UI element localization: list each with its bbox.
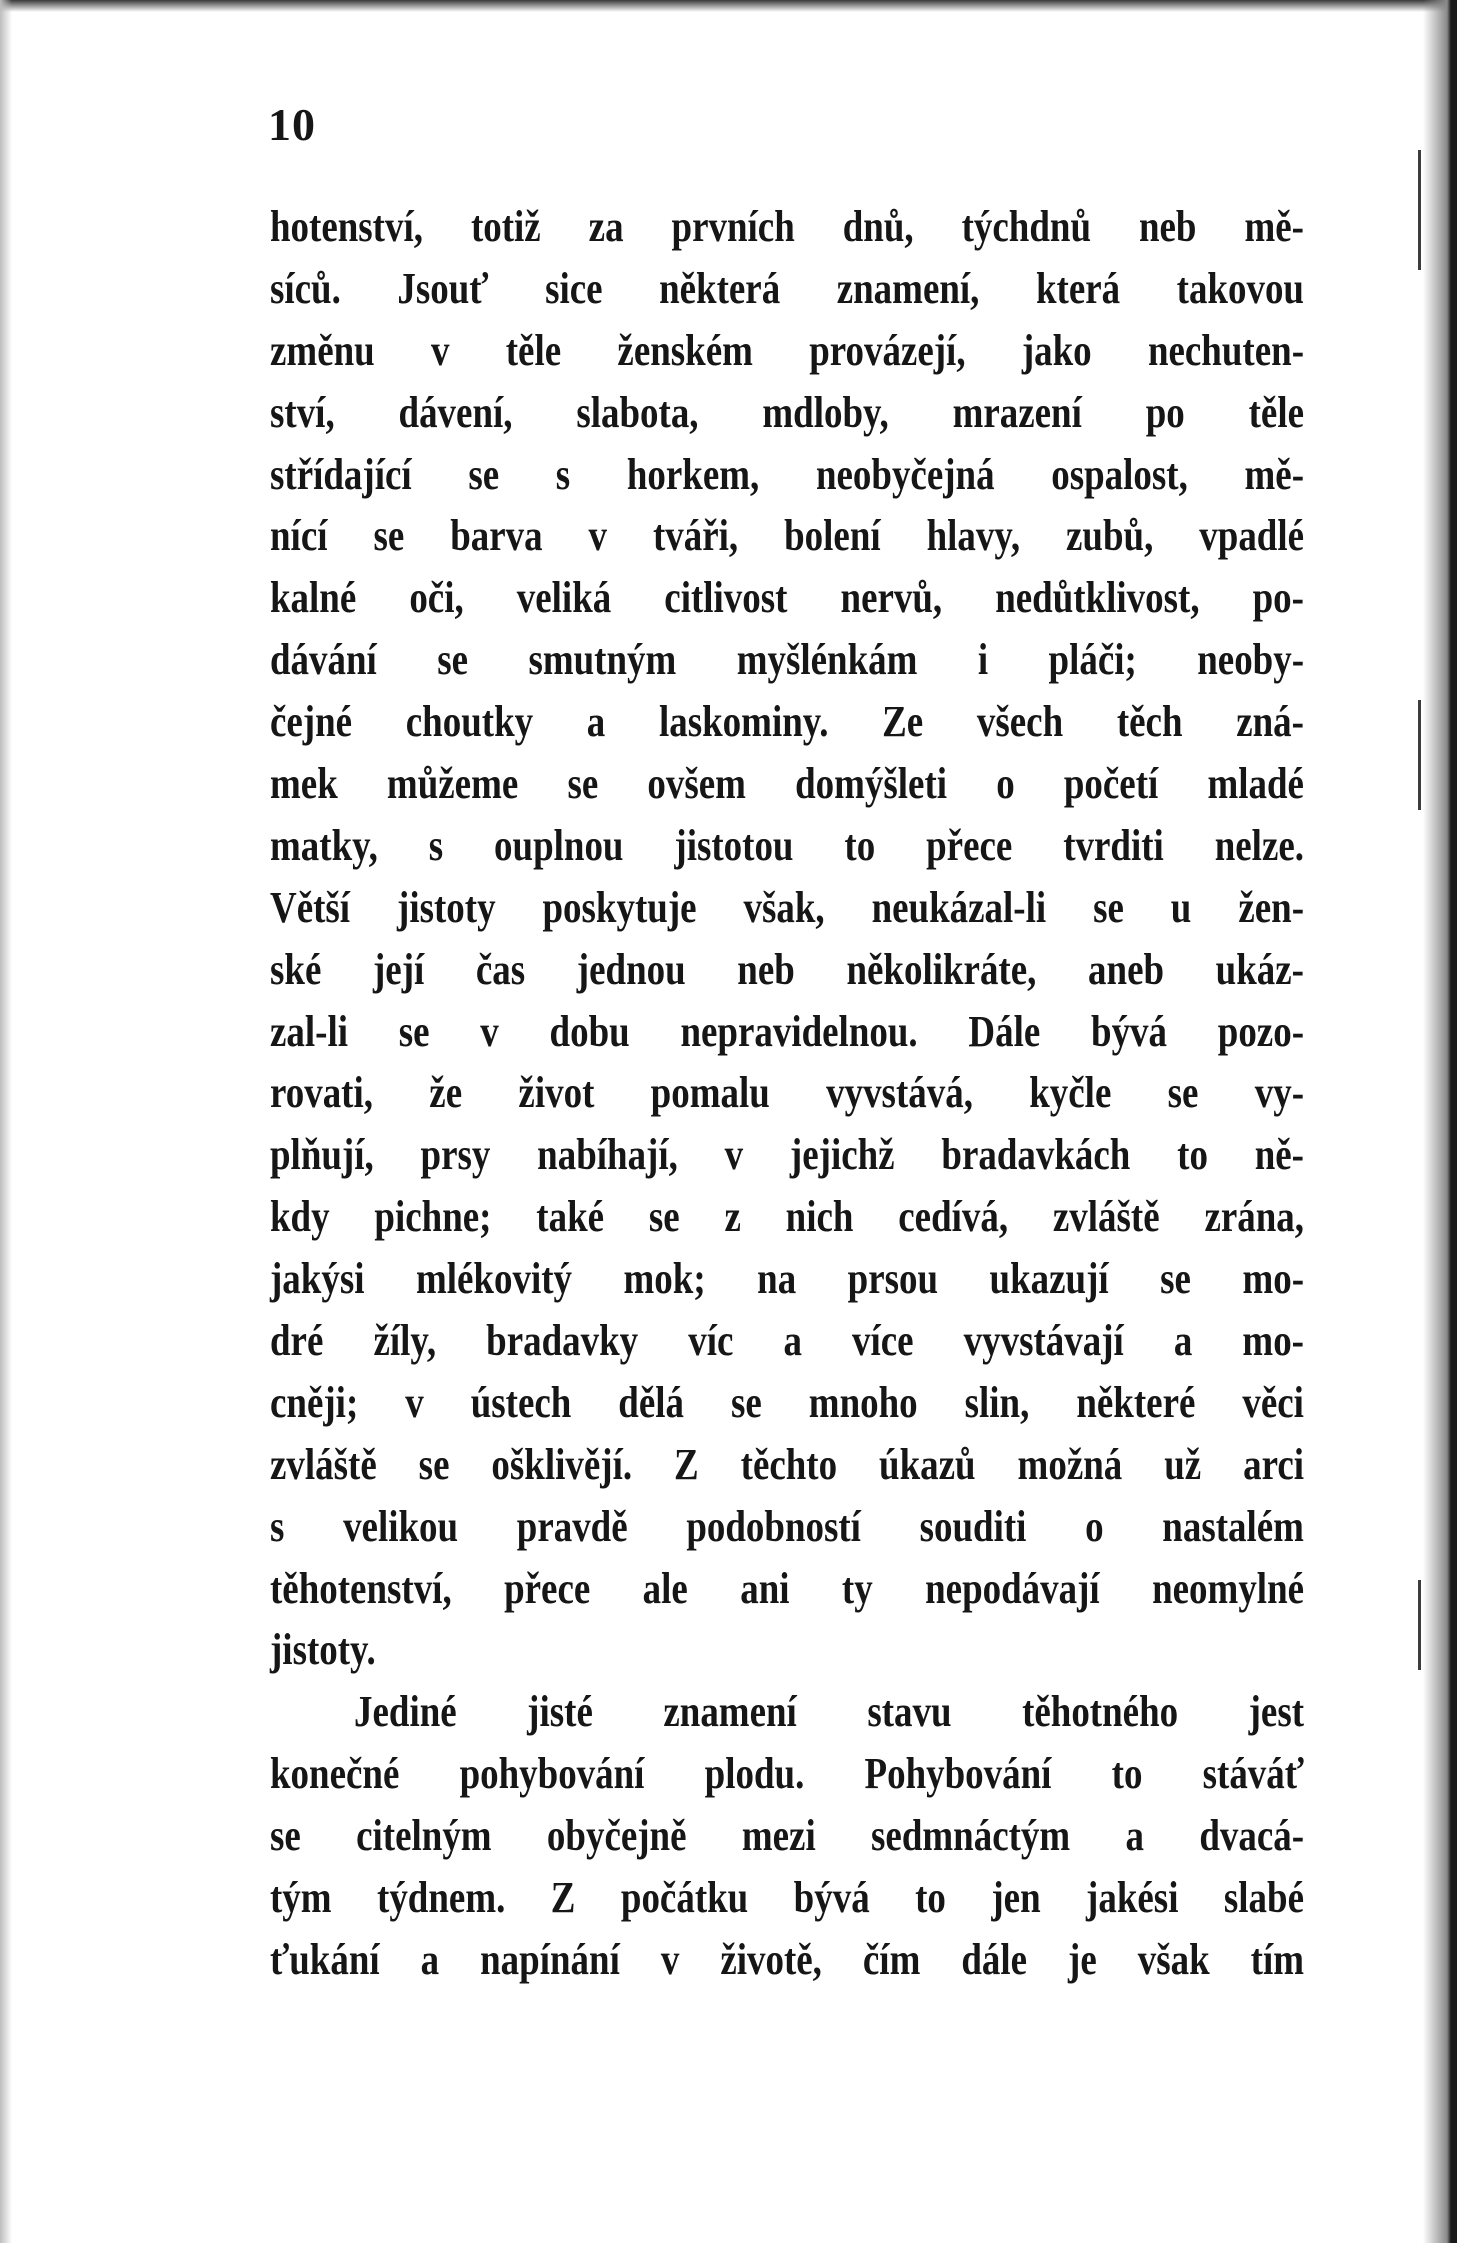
text-line: matky, s ouplnou jistotou to přece tvrditi nelze. [270, 820, 1305, 870]
text-line: ťukání a napínání v životě, čím dále je však tím [270, 1934, 1305, 1984]
scan-edge-mark [1418, 700, 1421, 810]
text-line: střídající se s horkem, neobyčejná ospalost, mě- [270, 449, 1305, 499]
text-line: hotenství, totiž za prvních dnů, týchdnů neb mě- [270, 202, 1304, 251]
text-line: zvláště se ošklivějí. Z těchto úkazů možná už arci [270, 1439, 1305, 1489]
text-line: Větší jistoty poskytuje však, neukázal-li se u žen- [270, 882, 1305, 932]
text-line: s velikou pravdě podobností souditi o nastalém [270, 1501, 1304, 1551]
text-line: kalné oči, veliká citlivost nervů, nedůtklivost, po- [270, 573, 1304, 623]
page-left-shadow [0, 0, 12, 2243]
text-line: cněji; v ústech dělá se mnoho slin, některé věci [270, 1377, 1304, 1427]
text-line: zal-li se v dobu nepravidelnou. Dále bývá pozo- [270, 1006, 1305, 1056]
text-line: tým týdnem. Z počátku bývá to jen jakési slabé [270, 1873, 1305, 1923]
text-line: ské její čas jednou neb několikráte, aneb ukáz- [270, 944, 1304, 994]
text-line: jakýsi mlékovitý mok; na prsou ukazují se mo- [270, 1254, 1305, 1304]
text-line: čejné choutky a laskominy. Ze všech těch zná- [270, 697, 1304, 747]
text-line: změnu v těle ženském provázejí, jako nechuten- [270, 325, 1305, 375]
page-right-edge [1423, 0, 1457, 2243]
text-line: kdy pichne; také se z nich cedívá, zvláště zrána, [270, 1192, 1305, 1242]
text-line: síců. Jsouť sice některá znamení, která takovou [270, 263, 1304, 313]
text-line: nící se barva v tváři, bolení hlavy, zubů, vpadlé [270, 511, 1305, 561]
text-line: Jediné jisté znamení stavu těhotného jest [354, 1687, 1305, 1737]
text-line: plňují, prsy nabíhají, v jejichž bradavkách to ně- [270, 1130, 1304, 1180]
scan-edge-mark [1418, 150, 1421, 270]
text-line: těhotenství, přece ale ani ty nepodávají neomylné [270, 1563, 1305, 1613]
scan-edge-mark [1418, 1580, 1421, 1670]
body-text [270, 196, 1304, 1991]
text-line: jistoty. [270, 1625, 376, 1675]
page-number: 10 [268, 99, 316, 150]
text-line: mek můžeme se ovšem domýšleti o početí mladé [270, 759, 1304, 809]
text-line: rovati, že život pomalu vyvstává, kyčle se vy- [270, 1068, 1305, 1118]
text-line: konečné pohybování plodu. Pohybování to stáváť [270, 1749, 1305, 1799]
text-line: se citelným obyčejně mezi sedmnáctým a dvacá- [270, 1811, 1305, 1861]
text-line: ství, dávení, slabota, mdloby, mrazení po těle [270, 387, 1304, 437]
text-line: dré žíly, bradavky víc a více vyvstávají a mo- [270, 1316, 1305, 1366]
text-line: dávání se smutným myšlénkám i pláči; neoby- [270, 635, 1305, 685]
page-top-shadow [0, 0, 1457, 12]
